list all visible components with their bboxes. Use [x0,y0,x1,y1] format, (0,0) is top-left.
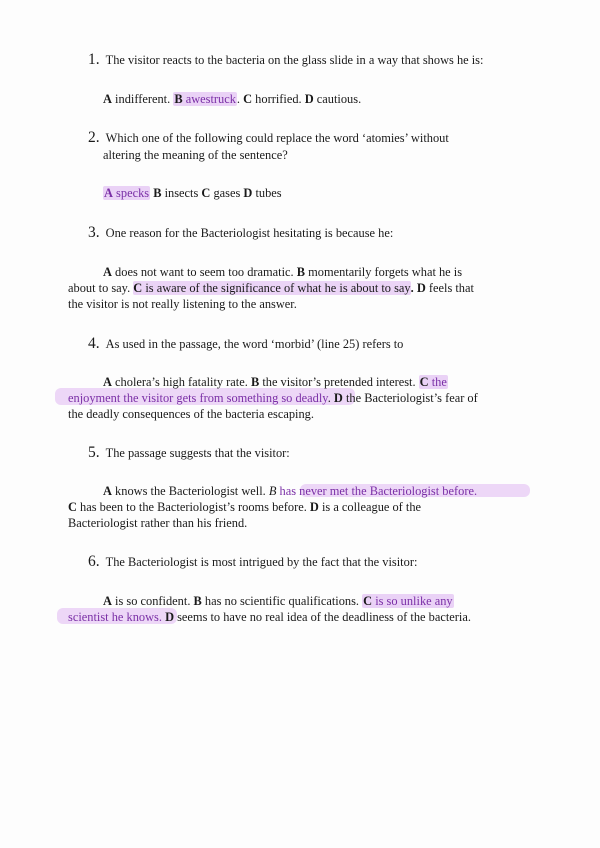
question-4-options-line1: A cholera’s high fatality rate. B the visitor’s pretended interest. C the [103,375,447,389]
question-5-stem: 5. The passage suggests that the visitor: [88,444,290,461]
question-4-stem: 4. As used in the passage, the word ‘morbid’ (line 25) refers to [88,335,404,352]
question-1-stem: 1. The visitor reacts to the bacteria on the glass slide in a way that shows he is: [88,51,484,68]
question-3-options-line3: the visitor is not really listening to the answer. [68,297,297,311]
question-1-options: A indifferent. B awestruck. C horrified. D cautious. [103,92,362,106]
question-3-options-line2: about to say. C is aware of the significance of what he is about to say. D feels that [68,281,474,295]
question-5-options-line3: Bacteriologist rather than his friend. [68,516,248,530]
question-2-stem: 2. Which one of the following could replace the word ‘atomies’ without [88,129,449,146]
question-3-options-line1: A does not want to seem too dramatic. B momentarily forgets what he is [103,265,463,279]
question-2-options: A specks B insects C gases D tubes [104,186,282,200]
question-6-options-line1: A is so confident. B has no scientific qualifications. C is so unlike any [103,594,453,608]
question-4-options-line2: enjoyment the visitor gets from something so deadly. D the Bacteriologist’s fear of [68,391,478,405]
question-3-stem: 3. One reason for the Bacteriologist hesitating is because he: [88,224,394,241]
question-6-options-line2: scientist he knows. D seems to have no real idea of the deadliness of the bacteria. [68,610,471,624]
question-5-options-line2: C has been to the Bacteriologist’s rooms before. D is a colleague of the [68,500,422,514]
question-4-options-line3: the deadly consequences of the bacteria escaping. [68,407,314,421]
question-6-stem: 6. The Bacteriologist is most intrigued by the fact that the visitor: [88,553,418,570]
question-2-stem-line2: altering the meaning of the sentence? [103,148,288,162]
question-5-options-line1: A knows the Bacteriologist well. B has never met the Bacteriologist before. [103,484,478,498]
